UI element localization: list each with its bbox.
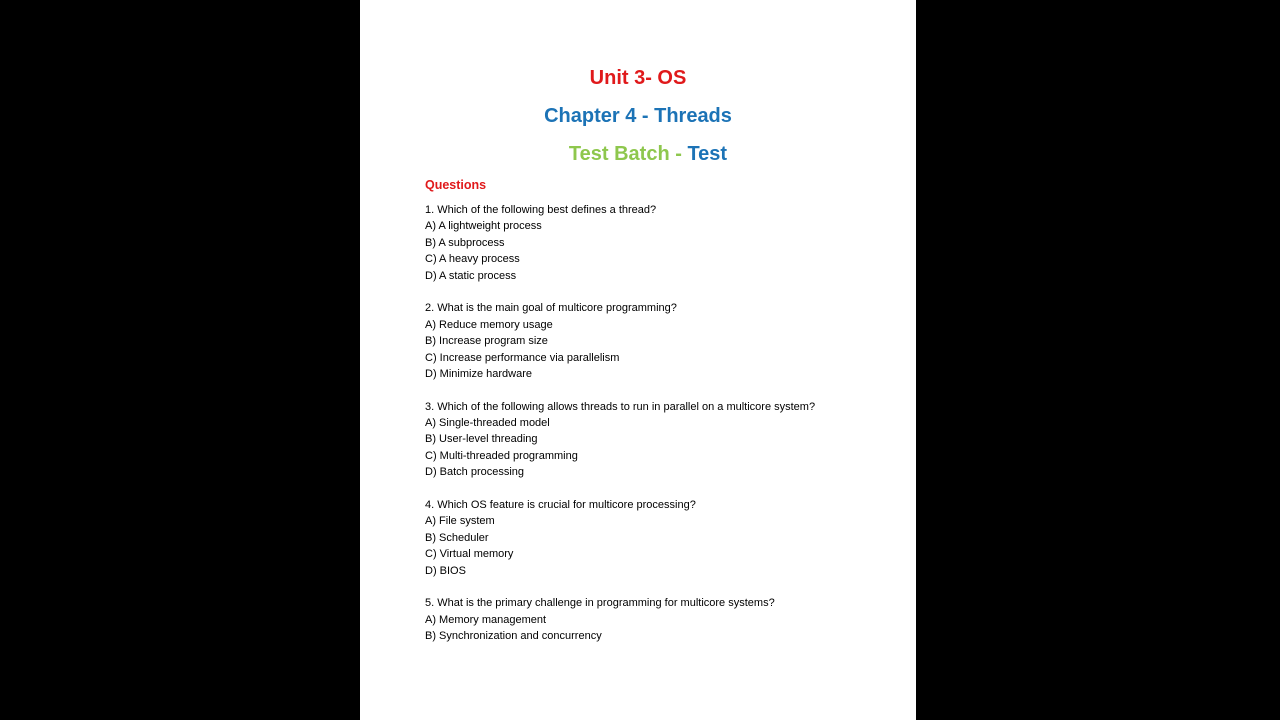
answer-option: D) BIOS [425,564,466,577]
question-item [425,595,895,644]
document-page [360,0,916,720]
answer-option: D) Minimize hardware [425,367,532,380]
unit-title: Unit 3- OS [589,67,687,89]
batch-title-label: Test Batch - [568,143,688,165]
answer-option: D) Batch processing [425,466,525,479]
answer-option: B) A subprocess [425,236,505,249]
question-item [425,202,895,284]
answer-option: A) A lightweight process [425,220,542,233]
answer-option: B) Scheduler [425,531,489,544]
question-text: 4. Which OS feature is crucial for multicore processing? [425,499,696,512]
question-text: 5. What is the primary challenge in programming for multicore systems? [425,597,775,610]
question-list [425,202,895,661]
question-item [425,399,895,481]
answer-option: A) File system [425,515,495,528]
answer-option: C) Virtual memory [425,548,514,561]
answer-option: A) Single-threaded model [425,417,550,430]
batch-title [360,142,916,166]
answer-option: B) User-level threading [425,433,538,446]
question-item [425,497,895,579]
answer-option: C) A heavy process [425,253,520,266]
questions-heading: Questions [425,178,487,192]
answer-option: C) Multi-threaded programming [425,449,578,462]
batch-title-value: Test [687,143,728,165]
answer-option: B) Increase program size [425,335,548,348]
chapter-title: Chapter 4 - Threads [544,105,732,127]
answer-option: B) Synchronization and concurrency [425,630,602,643]
question-item [425,300,895,382]
answer-option: A) Memory management [425,613,547,626]
answer-option: C) Increase performance via parallelism [425,351,620,364]
question-text: 3. Which of the following allows threads to run in parallel on a multicore system? [425,400,816,413]
question-text: 2. What is the main goal of multicore programming? [425,302,677,315]
answer-option: D) A static process [425,269,517,282]
answer-option: A) Reduce memory usage [425,318,553,331]
question-text: 1. Which of the following best defines a thread? [425,204,657,216]
